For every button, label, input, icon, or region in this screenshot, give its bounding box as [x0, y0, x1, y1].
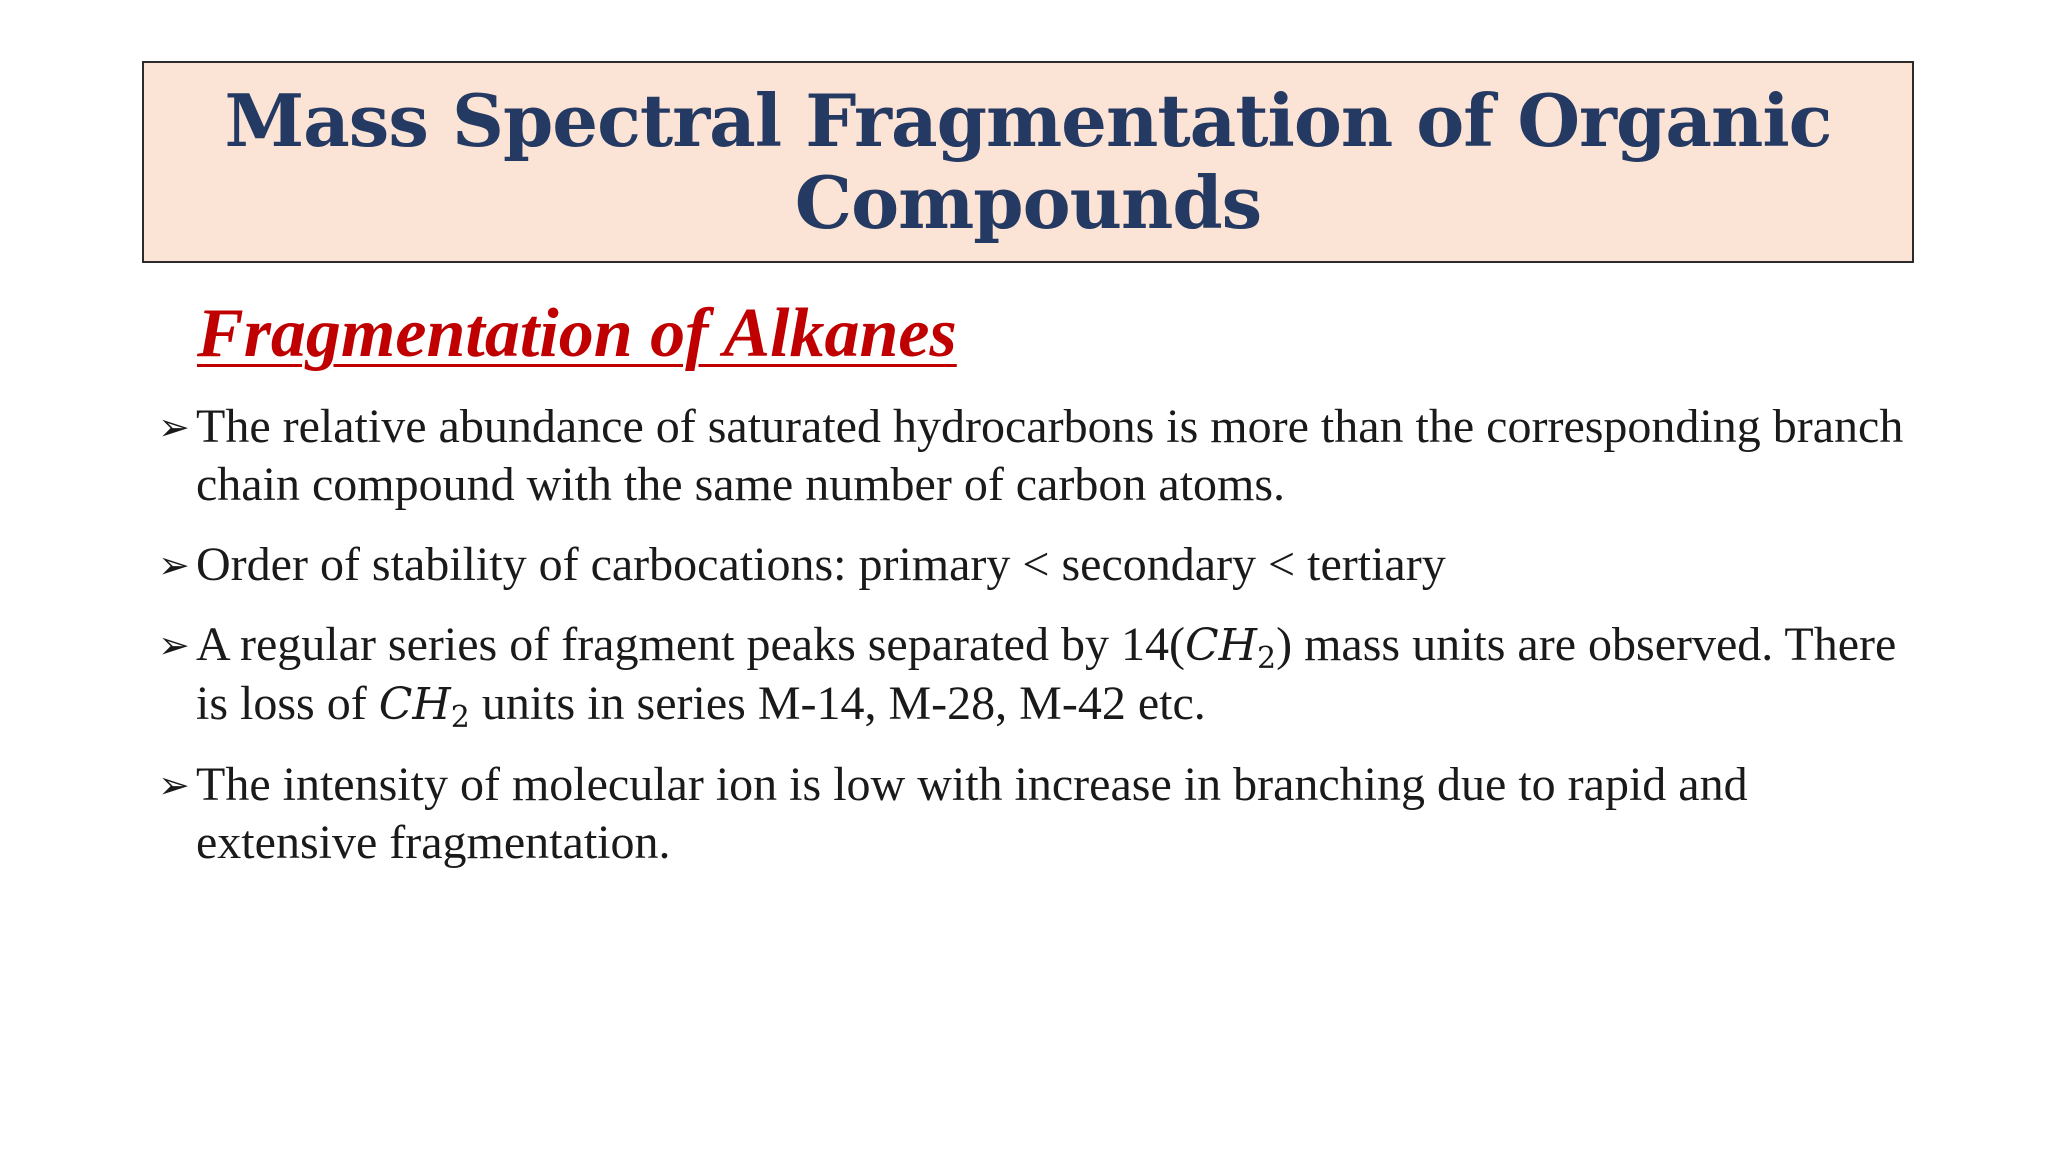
bullet-list: [158, 398, 1918, 894]
bullet-item: [158, 398, 1918, 514]
bullet-text-part: ) mass units are observed. There is loss of: [196, 618, 1897, 730]
formula-subscript: 2: [1257, 641, 1277, 676]
bullet-item: [158, 616, 1918, 734]
bullet-text-part: units in series M-14, M-28, M-42 etc.: [469, 677, 1206, 730]
formula-base: CH: [378, 679, 451, 730]
formula-base: CH: [1184, 620, 1257, 671]
ch2-formula: [378, 679, 470, 735]
bullet-text: The relative abundance of saturated hydrocarbons is more than the corresponding branch chain compound with the same number of carbon atoms.: [196, 400, 1904, 511]
bullet-text: Order of stability of carbocations: primary < secondary < tertiary: [196, 538, 1446, 591]
ch2-formula: [1184, 620, 1277, 676]
arrowhead-bullet-icon: ➢: [158, 623, 190, 667]
arrowhead-bullet-icon: ➢: [158, 543, 190, 587]
slide-title: Mass Spectral Fragmentation of Organic Compounds: [224, 78, 1832, 245]
bullet-text: The intensity of molecular ion is low with increase in branching due to rapid and extensive fragmentation.: [196, 758, 1748, 869]
title-box: [142, 61, 1914, 263]
bullet-text-part: A regular series of fragment peaks separated by 14(: [196, 618, 1185, 671]
section-heading: Fragmentation of Alkanes: [197, 295, 957, 372]
bullet-item: [158, 756, 1918, 872]
formula-subscript: 2: [450, 700, 470, 735]
arrowhead-bullet-icon: ➢: [158, 763, 190, 807]
bullet-item: [158, 536, 1918, 594]
arrowhead-bullet-icon: ➢: [158, 405, 190, 449]
